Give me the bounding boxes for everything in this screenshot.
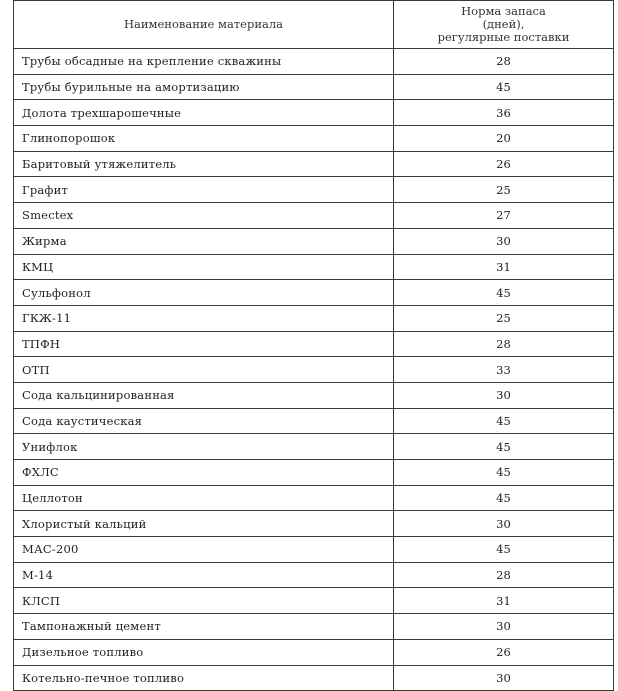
header-material-name: Наименование материала <box>14 1 394 49</box>
table-row <box>14 74 614 100</box>
table-row <box>14 357 614 383</box>
material-name-cell: Хлористый кальций <box>14 511 394 537</box>
stock-days-cell: 31 <box>394 254 614 280</box>
table-row <box>14 562 614 588</box>
stock-days-cell: 30 <box>394 665 614 691</box>
table-row <box>14 434 614 460</box>
stock-days-cell: 45 <box>394 74 614 100</box>
table-header <box>14 1 614 49</box>
material-name-cell: Жирма <box>14 228 394 254</box>
table-row <box>14 228 614 254</box>
stock-days-cell: 31 <box>394 588 614 614</box>
stock-days-cell: 20 <box>394 126 614 152</box>
material-name-cell: Сода кальцинированная <box>14 382 394 408</box>
material-name-cell: Сода каустическая <box>14 408 394 434</box>
table-row <box>14 485 614 511</box>
material-name-cell: Графит <box>14 177 394 203</box>
material-name-cell: Трубы бурильные на амортизацию <box>14 74 394 100</box>
table-row <box>14 665 614 691</box>
material-name-cell: Глинопорошок <box>14 126 394 152</box>
material-name-cell: Smectex <box>14 203 394 229</box>
table-body <box>14 49 614 691</box>
stock-days-cell: 26 <box>394 151 614 177</box>
material-name-cell: Баритовый утяжелитель <box>14 151 394 177</box>
table-row <box>14 49 614 75</box>
table-row <box>14 177 614 203</box>
material-name-cell: ФХЛС <box>14 460 394 486</box>
stock-days-cell: 25 <box>394 177 614 203</box>
table-row <box>14 331 614 357</box>
stock-days-cell: 25 <box>394 305 614 331</box>
stock-days-cell: 28 <box>394 562 614 588</box>
stock-days-cell: 30 <box>394 511 614 537</box>
table-row <box>14 126 614 152</box>
material-name-cell: ГКЖ-11 <box>14 305 394 331</box>
material-name-cell: КЛСП <box>14 588 394 614</box>
stock-days-cell: 45 <box>394 280 614 306</box>
table-row <box>14 203 614 229</box>
materials-stock-norm-table <box>13 0 614 691</box>
header-stock-norm-line-2: (дней), <box>482 17 525 31</box>
table-row <box>14 305 614 331</box>
stock-days-cell: 33 <box>394 357 614 383</box>
materials-table-container <box>13 0 613 691</box>
stock-days-cell: 45 <box>394 485 614 511</box>
header-row <box>14 1 614 49</box>
stock-days-cell: 30 <box>394 228 614 254</box>
material-name-cell: КМЦ <box>14 254 394 280</box>
material-name-cell: Тампонажный цемент <box>14 614 394 640</box>
header-stock-norm-line-1: Норма запаса <box>461 4 546 18</box>
table-row <box>14 537 614 563</box>
table-row <box>14 408 614 434</box>
stock-days-cell: 28 <box>394 49 614 75</box>
stock-days-cell: 45 <box>394 537 614 563</box>
material-name-cell: М-14 <box>14 562 394 588</box>
stock-days-cell: 26 <box>394 639 614 665</box>
material-name-cell: ОТП <box>14 357 394 383</box>
material-name-cell: Долота трехшарошечные <box>14 100 394 126</box>
material-name-cell: Целлотон <box>14 485 394 511</box>
table-row <box>14 588 614 614</box>
material-name-cell: Трубы обсадные на крепление скважины <box>14 49 394 75</box>
material-name-cell: ТПФН <box>14 331 394 357</box>
stock-days-cell: 45 <box>394 460 614 486</box>
table-row <box>14 382 614 408</box>
header-stock-norm <box>394 1 614 49</box>
table-row <box>14 254 614 280</box>
material-name-cell: Сульфонол <box>14 280 394 306</box>
stock-days-cell: 45 <box>394 434 614 460</box>
stock-days-cell: 45 <box>394 408 614 434</box>
stock-days-cell: 30 <box>394 382 614 408</box>
material-name-cell: Котельно-печное топливо <box>14 665 394 691</box>
table-row <box>14 639 614 665</box>
table-row <box>14 151 614 177</box>
material-name-cell: МАС-200 <box>14 537 394 563</box>
table-row <box>14 614 614 640</box>
stock-days-cell: 28 <box>394 331 614 357</box>
table-row <box>14 280 614 306</box>
table-row <box>14 511 614 537</box>
table-row <box>14 100 614 126</box>
material-name-cell: Дизельное топливо <box>14 639 394 665</box>
stock-days-cell: 30 <box>394 614 614 640</box>
stock-days-cell: 36 <box>394 100 614 126</box>
stock-days-cell: 27 <box>394 203 614 229</box>
header-stock-norm-line-3: регулярные поставки <box>437 30 570 44</box>
material-name-cell: Унифлок <box>14 434 394 460</box>
table-row <box>14 460 614 486</box>
